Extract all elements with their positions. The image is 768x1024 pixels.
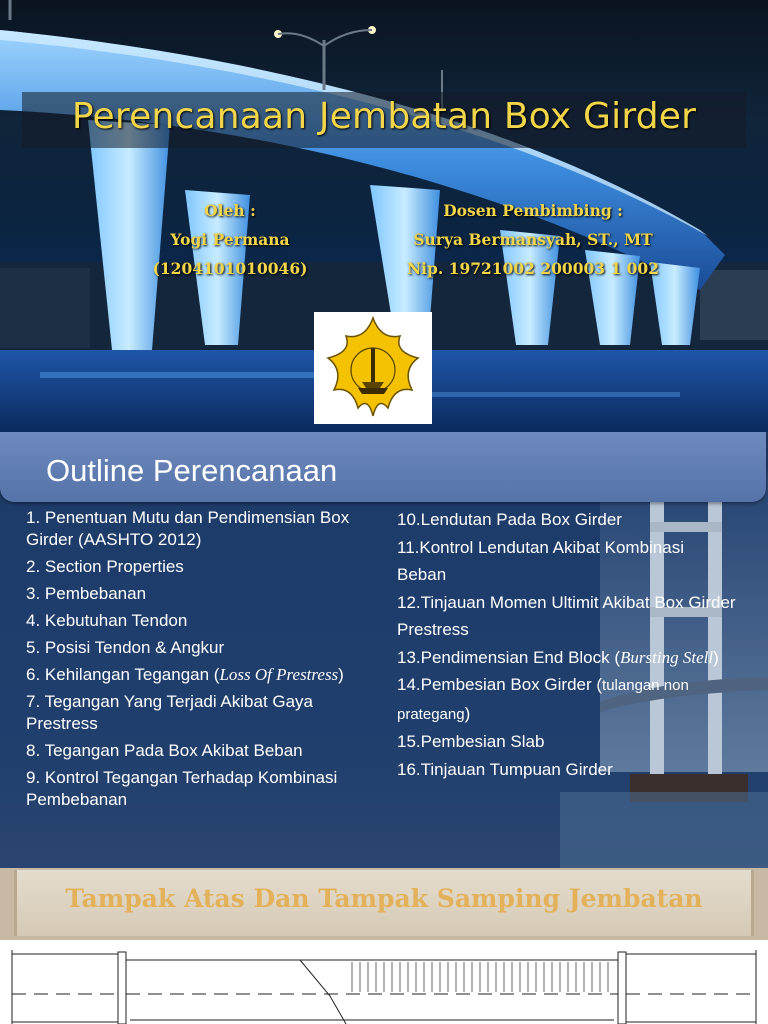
outline-item: 7. Tegangan Yang Terjadi Akibat Gaya Prestress: [26, 692, 314, 733]
advisor-block: [388, 196, 678, 283]
outline-left-column: [26, 507, 371, 816]
outline-item: 9. Kontrol Tegangan Terhadap Kombinasi Pembebanan: [26, 768, 338, 809]
outline-item: 8. Tegangan Pada Box Akibat Beban: [26, 741, 303, 760]
advisor-label: Dosen Pembimbing :: [443, 201, 623, 220]
outline-item: 4. Kebutuhan Tendon: [26, 611, 188, 630]
advisor-nip: Nip. 19721002 200003 1 002: [406, 259, 659, 278]
advisor-name: Surya Bermansyah, ST., MT: [413, 230, 653, 249]
outline-item: 11.Kontrol Lendutan Akibat Kombinasi Beban: [397, 537, 684, 584]
author-label: Oleh :: [204, 201, 256, 220]
outline-item: 15.Pembesian Slab: [397, 732, 545, 751]
outline-item-6-close: ): [338, 665, 344, 684]
outline-item-6: [26, 664, 371, 686]
university-logo-icon: [314, 312, 432, 424]
outline-title: Outline Perencanaan: [46, 453, 338, 488]
title-slide: [0, 0, 768, 432]
outline-item: 3. Pembebanan: [26, 584, 147, 603]
outline-item: 5. Posisi Tendon & Angkur: [26, 638, 225, 657]
university-logo: [314, 312, 432, 424]
outline-item-14: [397, 671, 737, 728]
outline-item: 1. Penentuan Mutu dan Pendimensian Box Girder (AASHTO 2012): [26, 508, 350, 549]
outline-item-14-text: 14.Pembesian Box Girder (: [397, 675, 603, 694]
bridge-plan-drawing-svg: [0, 940, 768, 1024]
outline-item: 16.Tinjauan Tumpuan Girder: [397, 759, 613, 779]
author-name: Yogi Permana: [170, 230, 290, 249]
outline-item: 12.Tinjauan Momen Ultimit Akibat Box Girder Prestress: [397, 592, 736, 639]
outline-right-column: [397, 506, 737, 783]
outline-slide: [0, 432, 768, 868]
drawing-slide: [0, 868, 768, 1024]
author-id: (1204101010046): [152, 259, 308, 278]
author-block: [140, 196, 320, 283]
presentation-title: Perencanaan Jembatan Box Girder: [71, 96, 697, 137]
bridge-plan-drawing: [0, 940, 768, 1024]
outline-item: 10.Lendutan Pada Box Girder: [397, 510, 622, 529]
outline-item-13-italic: Bursting Stell: [620, 647, 714, 667]
outline-item: 2. Section Properties: [26, 557, 184, 576]
drawing-title: Tampak Atas Dan Tampak Samping Jembatan: [65, 884, 703, 913]
outline-item-13: [397, 644, 737, 672]
outline-item-13-close: ): [713, 647, 719, 667]
outline-item-13-text: 13.Pendimensian End Block (: [397, 647, 621, 667]
outline-item-6-text: 6. Kehilangan Tegangan (: [26, 665, 220, 684]
outline-item-6-italic: Loss Of Prestress: [219, 665, 339, 684]
outline-item-14-small: tulangan non prategang: [397, 677, 689, 723]
outline-item-14-close: ): [464, 703, 471, 723]
